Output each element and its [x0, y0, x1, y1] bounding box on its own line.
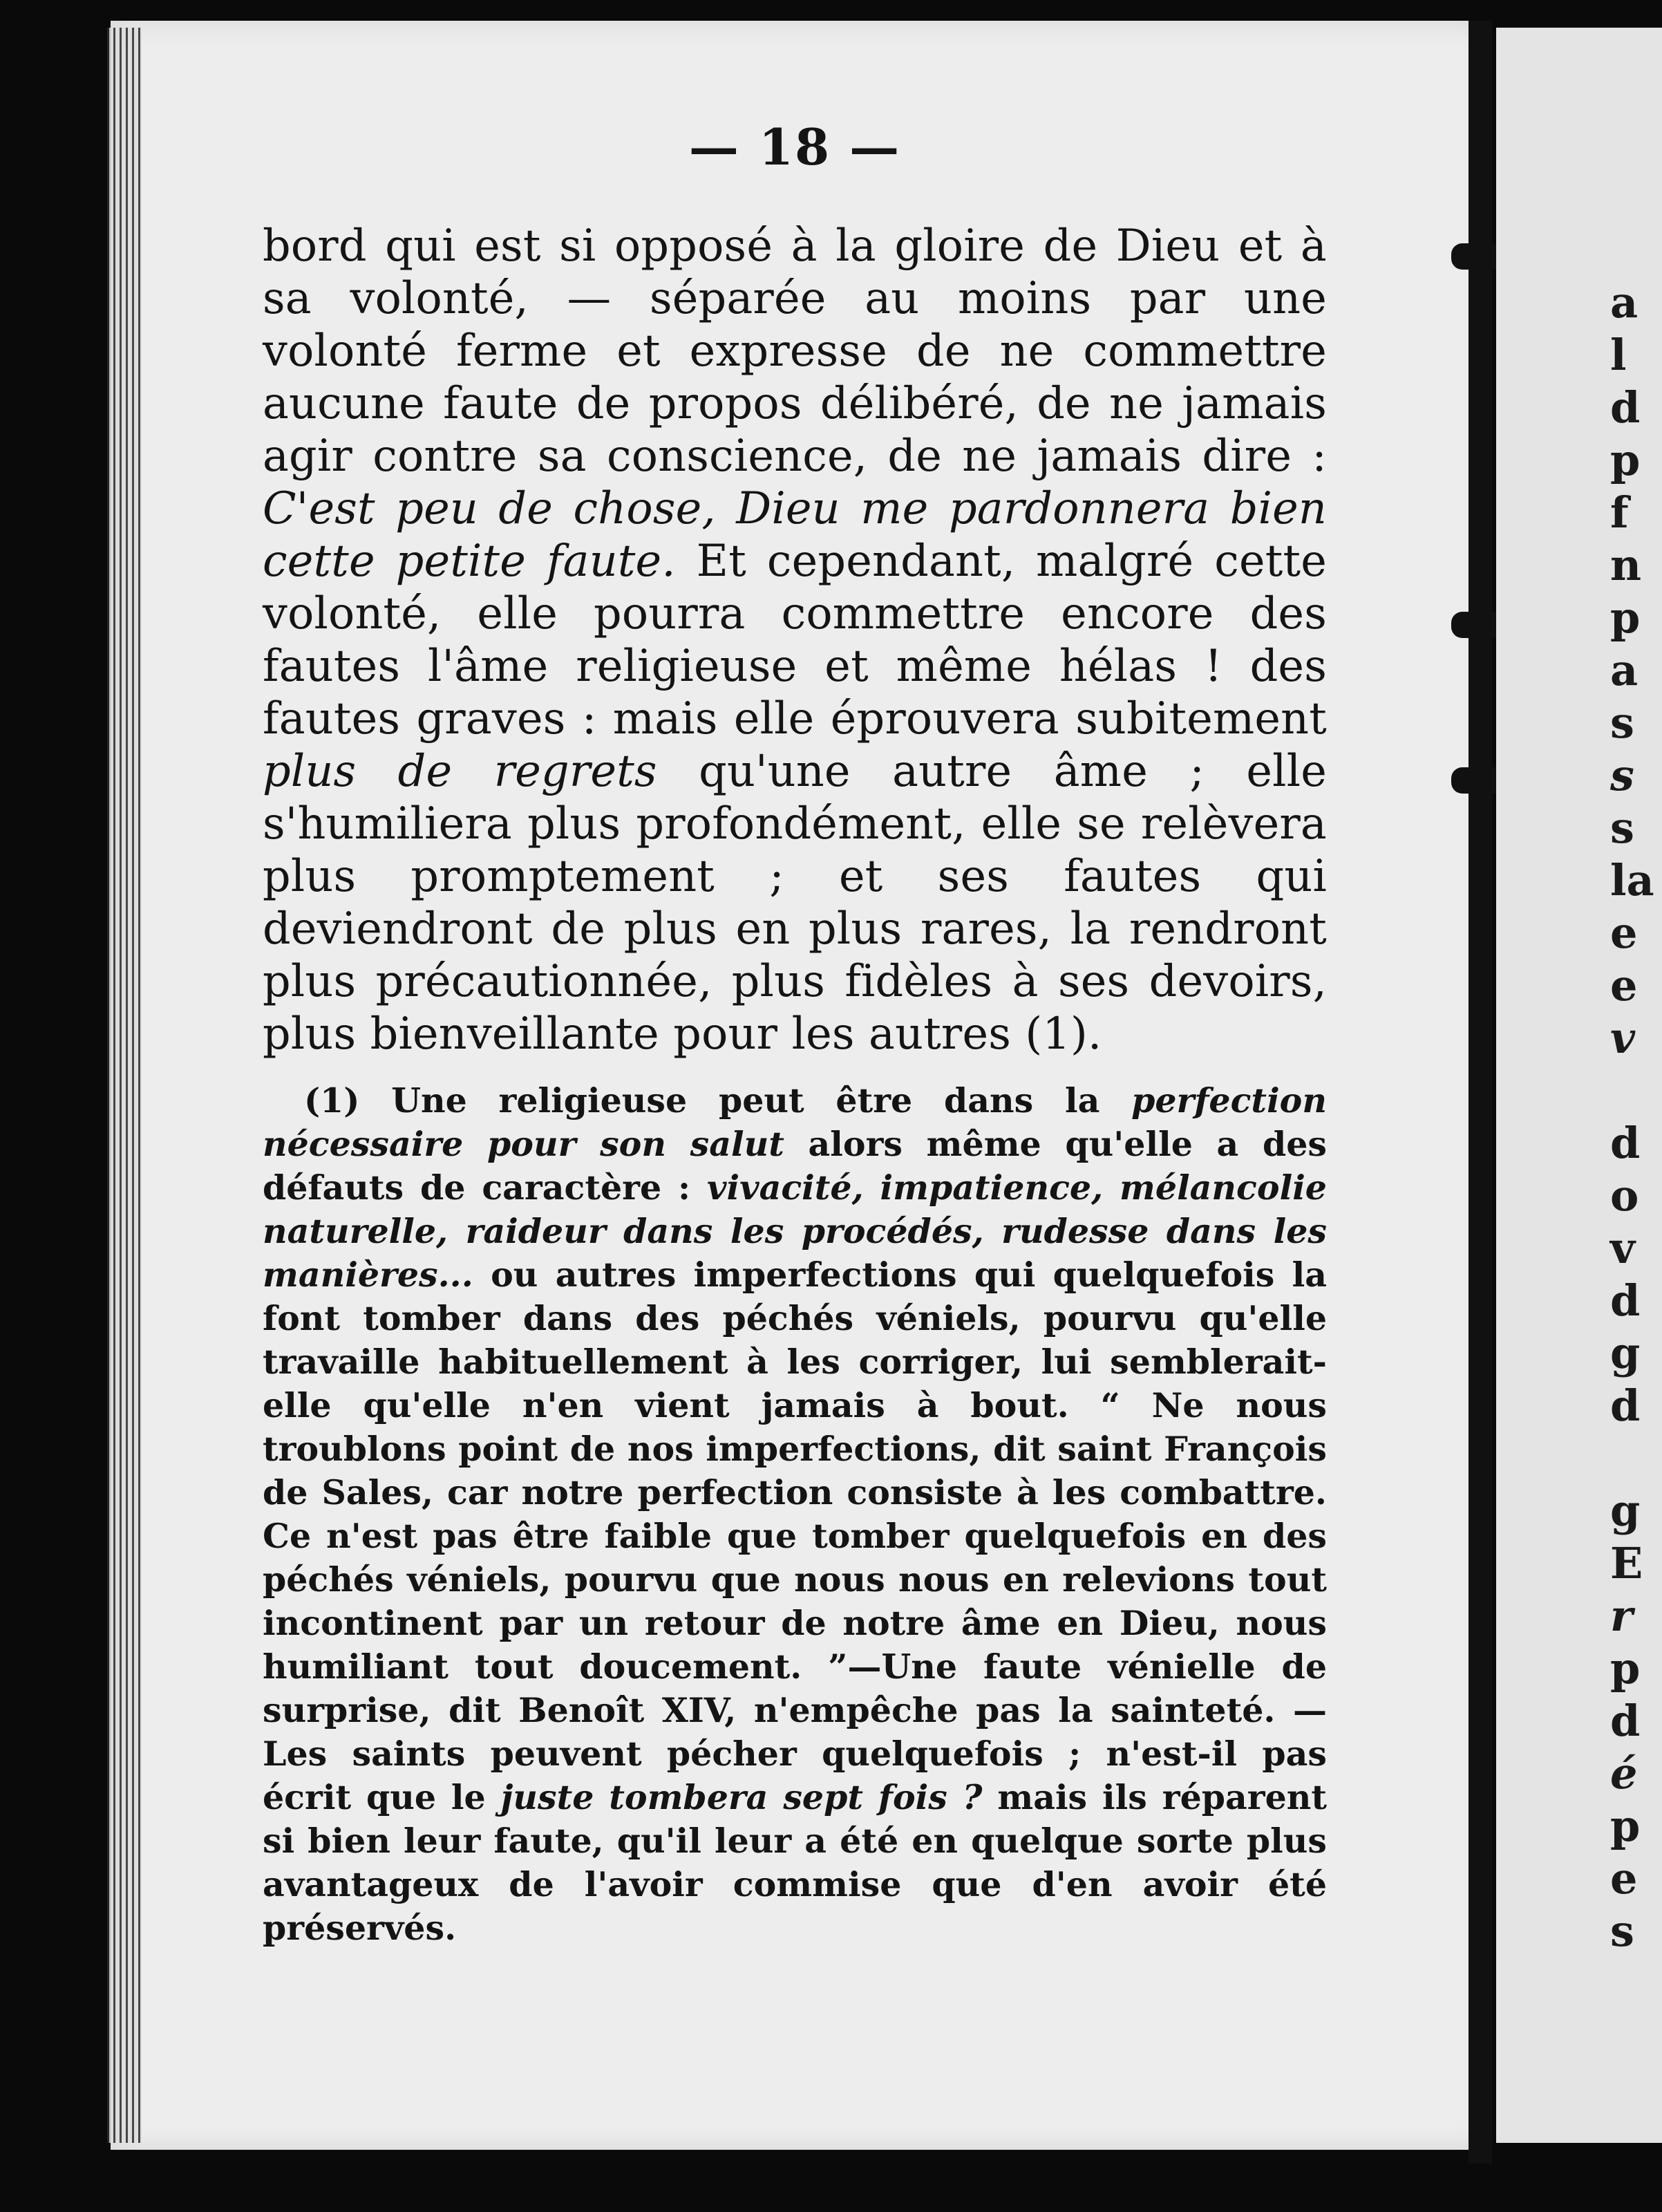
right-fragment: p — [1610, 1643, 1641, 1694]
right-fragment: g — [1610, 1485, 1641, 1536]
right-fragment: é — [1610, 1748, 1638, 1799]
right-fragment: p — [1610, 435, 1641, 485]
right-fragment: la — [1610, 855, 1654, 906]
right-page-text-fragments — [1610, 276, 1652, 1958]
right-fragment: n — [1610, 540, 1642, 590]
right-fragment: p — [1610, 592, 1641, 643]
right-fragment: s — [1610, 697, 1634, 748]
right-fragment — [1610, 1432, 1652, 1485]
right-fragment: d — [1610, 1275, 1641, 1326]
right-fragment: f — [1610, 487, 1629, 538]
book-spine — [1469, 21, 1492, 2164]
paragraph-text: bord qui est si opposé à la gloire de Dieu et à sa volonté, — séparée au moins par une volonté ferme et expresse de ne commettre aucune faute de propos délibéré, de ne jamais agir contre sa conscience, de ne jamais dire : — [263, 220, 1327, 481]
right-fragment: d — [1610, 1380, 1641, 1431]
right-fragment: e — [1610, 960, 1638, 1011]
page-edge-stack — [107, 28, 142, 2143]
right-fragment: s — [1610, 1906, 1634, 1956]
paragraph-italic-text: plus de regrets — [263, 745, 657, 796]
paragraph-text: Et cependant, malgré cette volonté, elle pourra commettre encore des fautes l'âme religieuse et même hélas ! des fautes graves : mais elle éprouvera subitement — [263, 535, 1328, 744]
right-fragment — [1610, 1065, 1652, 1117]
footnote — [263, 1079, 1327, 1950]
right-fragment: v — [1610, 1013, 1636, 1063]
footnote-text: mais ils réparent si bien leur faute, qu'il leur a été en quelque sorte plus avantageux de l'avoir commise que d'en avoir été préservés. — [263, 1777, 1328, 1948]
right-fragment: v — [1610, 1223, 1636, 1273]
right-fragment: r — [1610, 1591, 1633, 1641]
right-fragment: a — [1610, 277, 1639, 328]
right-fragment: e — [1610, 1853, 1638, 1904]
right-fragment: s — [1610, 803, 1634, 853]
right-fragment: d — [1610, 1118, 1641, 1168]
right-fragment: o — [1610, 1170, 1639, 1221]
footnote-text: (1) Une religieuse peut être dans la — [304, 1080, 1132, 1121]
right-fragment: p — [1610, 1801, 1641, 1851]
footnote-italic-text: perfection nécessaire pour son salut — [263, 1080, 1327, 1164]
right-fragment: e — [1610, 908, 1638, 958]
paragraph-text: qu'une autre âme ; elle s'humiliera plus profondément, elle se relèvera plus promptement ; et ses fautes qui deviendront de plus en plus rares, la rendront plus précautionnée, plus fidèles à ses devoirs, plus bienveillante pour les autres (1). — [263, 745, 1327, 1059]
page-number: — 18 — — [688, 118, 901, 176]
page-content — [263, 118, 1327, 1950]
right-fragment: d — [1610, 1696, 1641, 1746]
right-fragment: d — [1610, 382, 1641, 433]
paragraph-italic-text: C'est peu de chose, Dieu me pardonnera bien cette petite faute. — [263, 482, 1327, 586]
right-fragment: E — [1610, 1538, 1643, 1588]
right-fragment: l — [1610, 330, 1627, 380]
footnote-text: alors même qu'elle a des défauts de caractère : — [263, 1124, 1328, 1208]
main-paragraph — [263, 219, 1327, 1060]
right-fragment: a — [1610, 645, 1639, 695]
footnote-italic-text: juste tombera sept fois ? — [500, 1777, 983, 1817]
footnote-text: ou autres imperfections qui quelquefois la font tomber dans des péchés véniels, pourvu qu'elle travaille habituellement à les corriger, lui semblerait-elle qu'elle n'en vient jamais à bout. “ Ne nous troublons point de nos imperfections, dit saint François de Sales, car notre perfection consiste à les combattre. Ce n'est pas être faible que tomber quelquefois en des péchés véniels, pourvu que nous nous en relevions tout incontinent par un retour de notre âme en Dieu, nous humiliant tout doucement. ”—Une faute vénielle de surprise, dit Benoît XIV, n'empêche pas la sainteté. — Les saints peuvent pécher quelquefois ; n'est-il pas écrit que le — [263, 1255, 1327, 1817]
right-fragment: g — [1610, 1328, 1641, 1378]
footnote-italic-text: vivacité, impatience, mélancolie naturelle, raideur dans les procédés, rudesse dans les manières... — [263, 1168, 1327, 1295]
right-fragment: s — [1610, 750, 1634, 800]
